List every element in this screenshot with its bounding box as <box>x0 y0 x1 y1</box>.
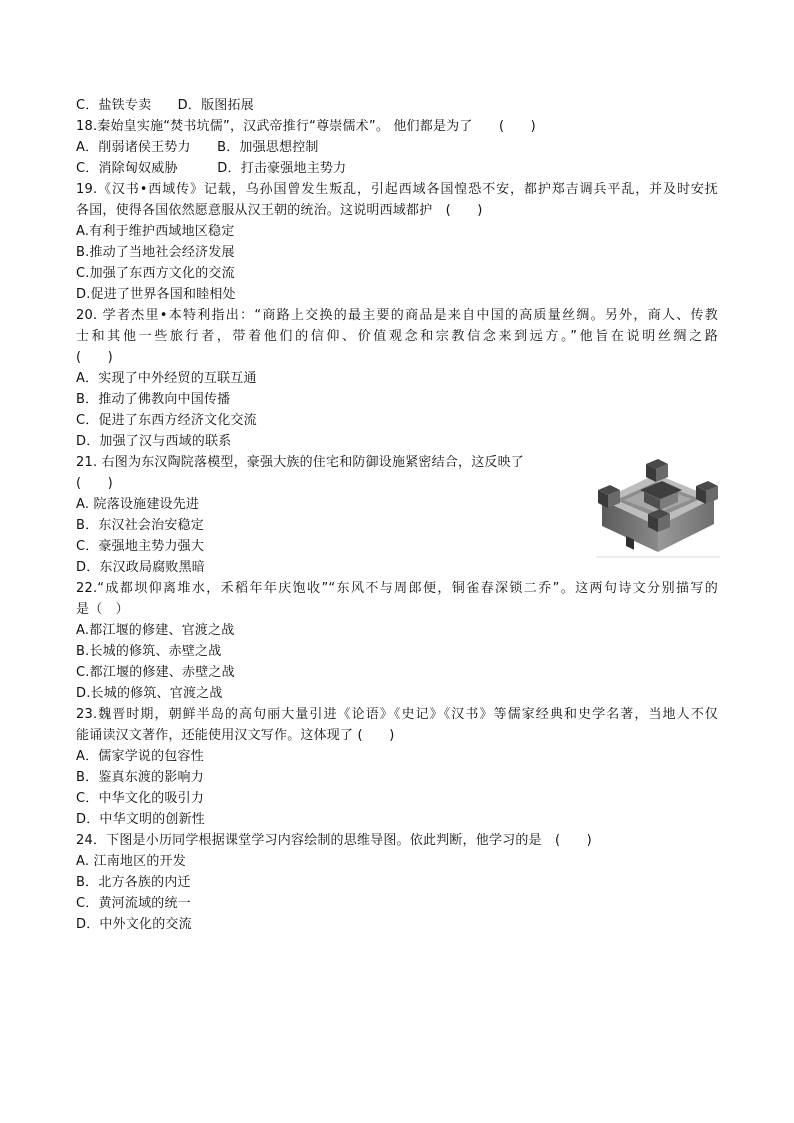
pottery-courtyard-model-image <box>596 440 720 558</box>
q23-option-a: A．儒家学说的包容性 <box>76 749 204 764</box>
q21-option-b: B．东汉社会治安稳定 <box>76 518 204 533</box>
q20-option-a: A．实现了中外经贸的互联互通 <box>76 371 257 386</box>
q20-answer-bracket: ( ) <box>76 350 113 365</box>
q22-option-a: A.都江堰的修建、官渡之战 <box>76 623 235 638</box>
q21-answer-bracket: ( ) <box>76 476 113 491</box>
q20-option-c: C．促进了东西方经济文化交流 <box>76 413 257 428</box>
q22-option-b: B.长城的修筑、赤壁之战 <box>76 644 222 659</box>
q21-option-c: C．豪强地主势力强大 <box>76 539 205 554</box>
q23-stem-line2: 能诵读汉文著作，还能使用汉文写作。这体现了 ( ) <box>76 728 395 743</box>
q22-option-c: C.都江堰的修建、赤壁之战 <box>76 665 235 680</box>
q20-stem-line1: 20. 学者杰里•本特利指出：“商路上交换的最主要的商品是来自中国的高质量丝绸。另外，商人、传教 <box>76 308 718 323</box>
q19-option-a: A.有利于维护西域地区稳定 <box>76 224 235 239</box>
q19-option-c: C.加强了东西方文化的交流 <box>76 266 235 281</box>
q19-option-b: B.推动了当地社会经济发展 <box>76 245 235 260</box>
q21-option-d: D．东汉政局腐败黑暗 <box>76 560 206 575</box>
q21-stem: 21. 右图为东汉陶院落模型，豪强大族的住宅和防御设施紧密结合，这反映了 <box>76 455 525 470</box>
q23-stem-line1: 23.魏晋时期，朝鲜半岛的高句丽大量引进《论语》《史记》《汉书》等儒家经典和史学名著，当地人不仅 <box>76 707 718 722</box>
q20-option-d: D．加强了汉与西域的联系 <box>76 434 232 449</box>
q18-stem: 18.秦始皇实施“焚书坑儒”，汉武帝推行“尊崇儒术”。 他们都是为了 ( ) <box>76 119 536 134</box>
q18-options-cd: C．消除匈奴威胁 D．打击豪强地主势力 <box>76 161 347 176</box>
q22-option-d: D.长城的修筑、官渡之战 <box>76 686 223 701</box>
q18-options-ab: A．削弱诸侯王势力 B．加强思想控制 <box>76 140 319 155</box>
q21-option-a: A. 院落设施建设先进 <box>76 497 200 512</box>
q20-option-b: B．推动了佛教向中国传播 <box>76 392 231 407</box>
q23-option-b: B．鉴真东渡的影响力 <box>76 770 204 785</box>
q24-stem: 24．下图是小历同学根据课堂学习内容绘制的思维导图。依此判断，他学习的是 ( ) <box>76 833 592 848</box>
q24-option-a: A. 江南地区的开发 <box>76 854 186 869</box>
q24-option-d: D．中外文化的交流 <box>76 917 192 932</box>
q23-option-c: C．中华文化的吸引力 <box>76 791 205 806</box>
q17-options-cd: C．盐铁专卖 D．版图拓展 <box>76 98 254 113</box>
q19-stem-line1: 19.《汉书•西域传》记载，乌孙国曾发生叛乱，引起西域各国惶恐不安，都护郑吉调兵平乱，并及时安抚 <box>76 182 718 197</box>
q19-stem-line2: 各国，使得各国依然愿意服从汉王朝的统治。这说明西域都护 ( ) <box>76 203 483 218</box>
q24-option-c: C．黄河流域的统一 <box>76 896 191 911</box>
q19-option-d: D.促进了世界各国和睦相处 <box>76 287 236 302</box>
q24-option-b: B．北方各族的内迁 <box>76 875 191 890</box>
q23-option-d: D．中华文明的创新性 <box>76 812 206 827</box>
q20-stem-line2: 士和其他一些旅行者，带着他们的信仰、价值观念和宗教信念来到远方。”他旨在说明丝绸之路 <box>76 329 718 344</box>
q22-stem-line1: 22.“成都坝仰离堆水，禾稻年年庆饱收”“东风不与周郎便，铜雀春深锁二乔”。这两句诗文分别描写的 <box>76 581 718 596</box>
q22-stem-line2: 是（ ） <box>76 602 129 617</box>
